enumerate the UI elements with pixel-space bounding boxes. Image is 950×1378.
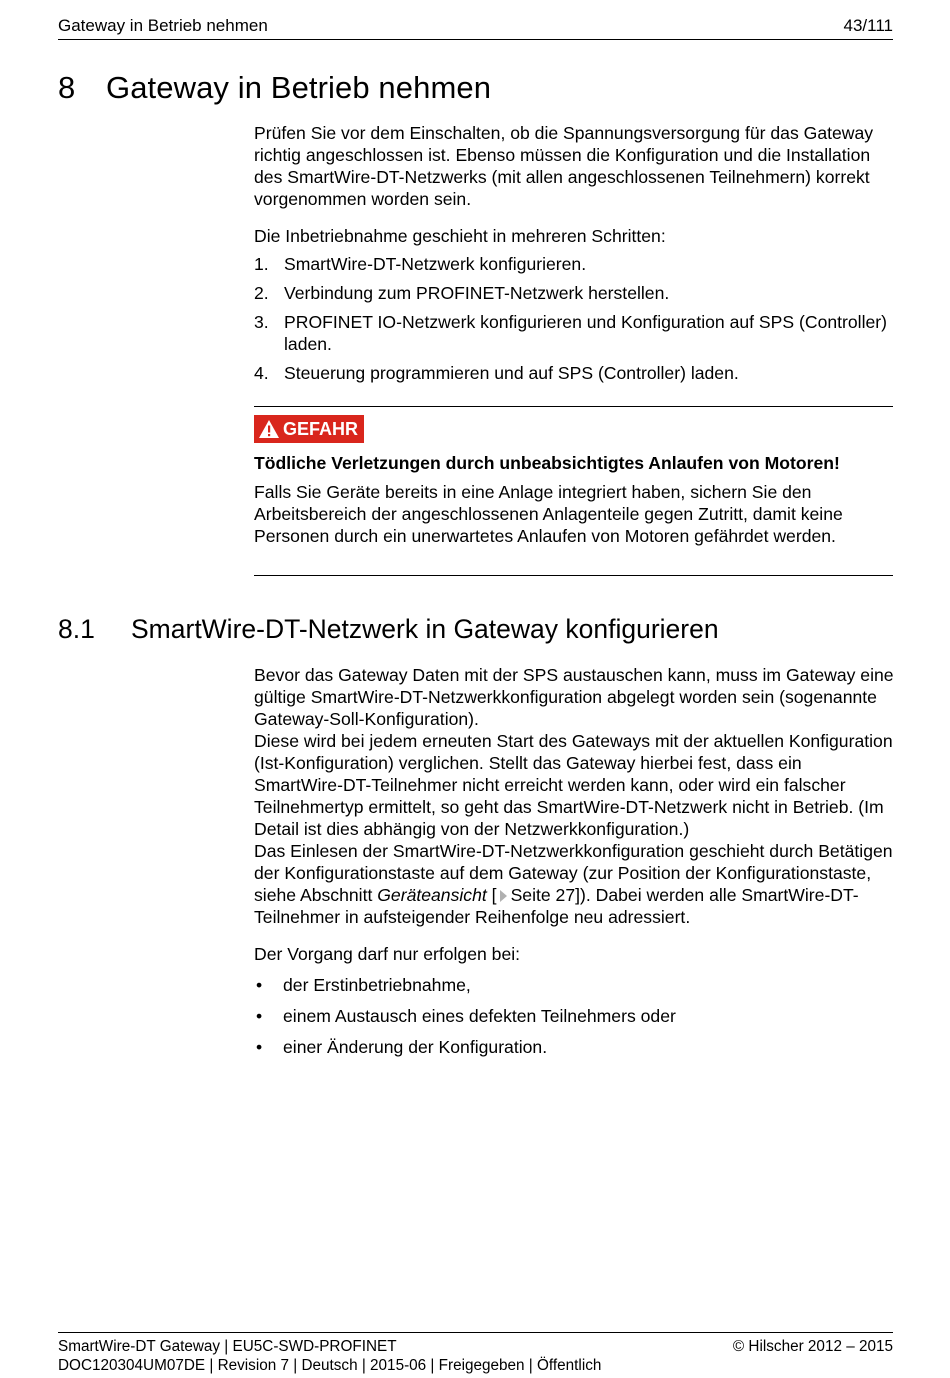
list-item	[254, 282, 894, 304]
bullet-icon: •	[256, 975, 263, 995]
section-paragraph-4: Der Vorgang darf nur erfolgen bei:	[254, 944, 521, 964]
chapter-paragraph-2: Die Inbetriebnahme geschieht in mehreren Schritten:	[254, 226, 666, 246]
bullet-list	[254, 974, 894, 1058]
bullet-icon: •	[256, 1006, 263, 1026]
section-paragraph-1: Bevor das Gateway Daten mit der SPS austauschen kann, muss im Gateway eine gültige SmartWire-DT-Netzwerkkonfiguration abgelegt worden sein (sogenannte Gateway-Soll-Konfiguration).	[254, 665, 894, 729]
page-reference-link[interactable]: Seite 27	[510, 885, 576, 905]
danger-notice	[254, 406, 893, 576]
paragraph-text: Das Einlesen der SmartWire-DT-Netzwerkkonfiguration geschieht durch Betätigen der Konfigurationstaste auf dem Gateway (zur Position der Konfigurationstaste, siehe Abschnitt	[254, 841, 893, 905]
list-item	[254, 1036, 894, 1058]
chapter-paragraph-1: Prüfen Sie vor dem Einschalten, ob die Spannungsversorgung für das Gateway richtig angeschlossen ist. Ebenso müssen die Konfiguration und die Installation des SmartWire-DT-Netzwerks (mit allen angeschlossenen Teilnehmern) korrekt vorgenommen worden sein.	[254, 123, 874, 209]
document-page	[58, 0, 893, 1378]
arrow-right-icon	[500, 890, 507, 902]
list-item	[254, 974, 894, 996]
bullet-text: der Erstinbetriebnahme,	[283, 975, 471, 995]
cross-reference-link[interactable]: Geräteansicht	[377, 885, 487, 905]
footer-copyright: © Hilscher 2012 – 2015	[732, 1338, 893, 1355]
step-number: 3.	[254, 312, 269, 332]
header-title: Gateway in Betrieb nehmen	[58, 16, 268, 35]
step-number: 2.	[254, 283, 269, 303]
section-title: SmartWire-DT-Netzwerk in Gateway konfigurieren	[131, 614, 719, 644]
step-text: Steuerung programmieren und auf SPS (Controller) laden.	[284, 363, 739, 383]
list-item	[254, 362, 894, 384]
step-text: SmartWire-DT-Netzwerk konfigurieren.	[284, 254, 587, 274]
step-text: PROFINET IO-Netzwerk konfigurieren und Konfiguration auf SPS (Controller) laden.	[284, 312, 887, 354]
chapter-body	[254, 122, 894, 391]
danger-badge	[254, 415, 364, 443]
bracket-text: [	[486, 885, 497, 905]
bullet-text: einem Austausch eines defekten Teilnehmers oder	[283, 1006, 676, 1026]
page-number: 43/111	[843, 16, 893, 35]
list-item	[254, 311, 894, 355]
list-item	[254, 1005, 894, 1027]
chapter-title: Gateway in Betrieb nehmen	[106, 70, 492, 105]
bullet-text: einer Änderung der Konfiguration.	[283, 1037, 548, 1057]
section-heading	[58, 614, 719, 645]
running-header	[58, 16, 893, 40]
section-paragraph-3	[254, 840, 894, 928]
list-item	[254, 253, 894, 275]
footer-document-info: DOC120304UM07DE | Revision 7 | Deutsch | 2015-06 | Freigegeben | Öffentlich	[58, 1357, 602, 1374]
page-footer	[58, 1332, 893, 1375]
danger-text: Falls Sie Geräte bereits in eine Anlage integriert haben, sichern Sie den Arbeitsbereich der angeschlossenen Anlagenteile gegen Zutritt, damit keine Personen durch ein unerwartetes Anlaufen von Motoren gefährdet werden.	[254, 482, 843, 546]
warning-triangle-icon	[258, 419, 280, 439]
chapter-heading	[58, 70, 491, 106]
step-text: Verbindung zum PROFINET-Netzwerk herstellen.	[284, 283, 670, 303]
paragraph-text: ]). Dabei werden alle SmartWire-DT-Teilnehmer in aufsteigender Reihenfolge neu adressiert.	[254, 885, 859, 927]
bullet-icon: •	[256, 1037, 263, 1057]
section-number: 8.1	[58, 614, 95, 644]
section-body	[254, 664, 894, 1067]
step-number: 4.	[254, 363, 269, 383]
section-paragraph-2: Diese wird bei jedem erneuten Start des Gateways mit der aktuellen Konfiguration (Ist-Konfiguration) verglichen. Stellt das Gateway hierbei fest, dass ein SmartWire-DT-Teilnehmer nicht erreicht werden kann, oder wird ein falscher Teilnehmertyp ermittelt, so geht das SmartWire-DT-Netzwerk nicht in Betrieb. (Im Detail ist dies abhängig von der Netzwerkkonfiguration.)	[254, 731, 893, 839]
danger-label: GEFAHR	[283, 419, 359, 439]
step-number: 1.	[254, 254, 269, 274]
steps-list	[254, 253, 894, 384]
chapter-number: 8	[58, 70, 76, 105]
footer-product: SmartWire-DT Gateway | EU5C-SWD-PROFINET	[58, 1338, 397, 1355]
danger-title: Tödliche Verletzungen durch unbeabsichtigtes Anlaufen von Motoren!	[254, 453, 840, 473]
